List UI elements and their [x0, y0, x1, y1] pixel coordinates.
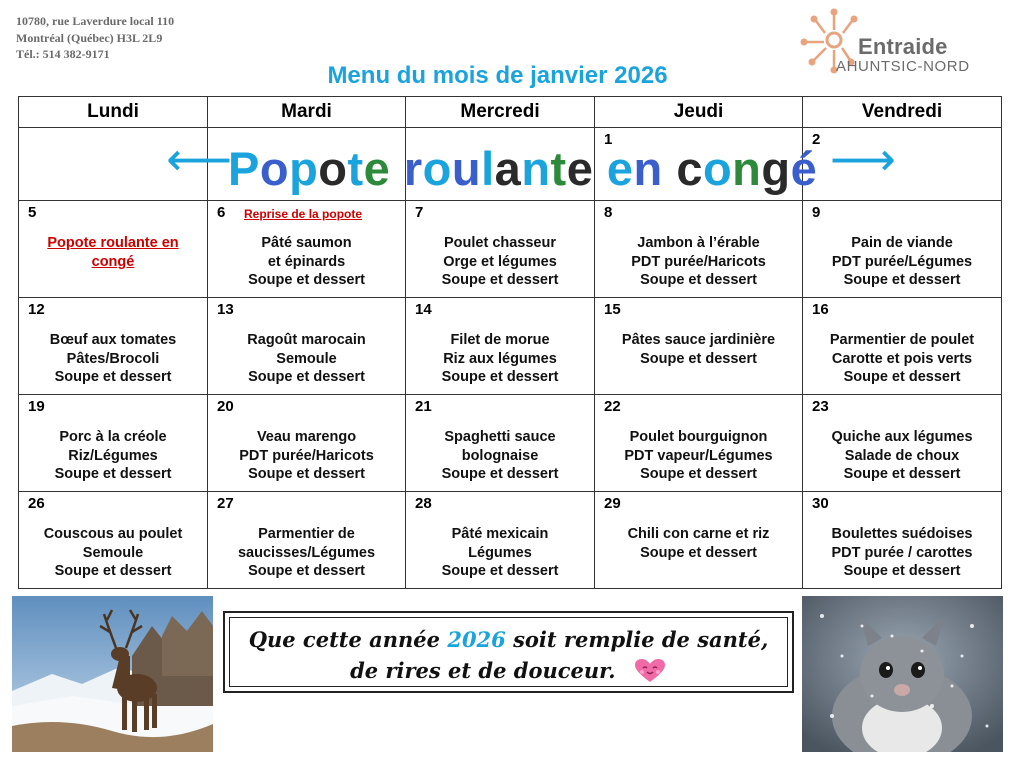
meal-description: [38, 234, 188, 271]
day-number: 1: [604, 131, 613, 148]
weekday-header-row: [19, 97, 1002, 128]
address-line-2: Montréal (Québec) H3L 2L9: [16, 30, 163, 45]
meal-line: PDT purée/Légumes: [831, 253, 973, 270]
organization-address: [16, 13, 174, 63]
meal-line: Quiche aux légumes: [831, 429, 973, 445]
day-cell: [803, 492, 1002, 589]
banner-letter: t: [347, 142, 364, 195]
meal-description: [595, 331, 802, 368]
meal-description: [803, 428, 1001, 484]
meal-line: Pâtes/Brocoli: [66, 350, 160, 367]
meal-line: Soupe et dessert: [441, 563, 559, 579]
day-number: 27: [217, 495, 234, 512]
banner-letter: r: [403, 142, 423, 195]
day-cell: [406, 298, 595, 395]
meal-line: Pâtes sauce jardinière: [621, 332, 776, 348]
service-resume-note: Reprise de la popote: [244, 207, 363, 221]
meal-description: [595, 428, 802, 484]
meal-line: Soupe et dessert: [640, 466, 757, 482]
day-cell: [595, 395, 803, 492]
day-number: 16: [812, 301, 829, 318]
meal-description: [208, 234, 405, 290]
meal-line: Soupe et dessert: [441, 369, 559, 385]
meal-line: Pain de viande: [851, 235, 953, 251]
meal-description: [406, 525, 594, 581]
meal-line: PDT vapeur/Légumes: [624, 447, 773, 464]
meal-description: [19, 331, 207, 387]
meal-description: [208, 428, 405, 484]
day-number: 30: [812, 495, 829, 512]
meal-line: Veau marengo: [256, 429, 357, 445]
day-number: 2: [812, 131, 821, 148]
meal-line: Soupe et dessert: [54, 466, 172, 482]
day-number: 13: [217, 301, 234, 318]
closed-notice: Popote roulante en congé: [47, 235, 179, 270]
banner-letter: p: [289, 142, 319, 195]
day-cell: [406, 395, 595, 492]
meal-line: Soupe et dessert: [248, 272, 365, 288]
banner-letter: [663, 142, 677, 195]
meal-line: Parmentier de poulet: [829, 332, 975, 348]
meal-line: bolognaise: [461, 447, 539, 464]
meal-line: Riz/Légumes: [68, 447, 158, 464]
meal-line: Pâté saumon: [261, 235, 352, 251]
holiday-banner: [166, 132, 896, 196]
logo-subtitle: AHUNTSIC-NORD: [836, 58, 970, 75]
meal-line: Semoule: [276, 350, 337, 367]
banner-letter: u: [451, 142, 482, 195]
day-number: 8: [604, 204, 613, 221]
day-number: 26: [28, 495, 45, 512]
week-row: [19, 395, 1002, 492]
day-number: 7: [415, 204, 424, 221]
meal-line: Orge et légumes: [443, 253, 557, 270]
day-cell: [208, 492, 406, 589]
meal-line: PDT purée/Haricots: [239, 447, 374, 464]
meal-description: [595, 525, 802, 562]
day-number: 29: [604, 495, 621, 512]
meal-description: [406, 331, 594, 387]
banner-letter: g: [761, 142, 791, 195]
wish-part-2: soit remplie de santé,: [505, 627, 769, 652]
day-cell: [595, 298, 803, 395]
banner-letter: [593, 142, 607, 195]
meal-line: Soupe et dessert: [248, 369, 365, 385]
meal-line: Porc à la créole: [59, 429, 167, 445]
heart-face-icon: [633, 658, 667, 684]
day-cell: [19, 201, 208, 298]
banner-letter: n: [732, 142, 762, 195]
day-cell: [595, 201, 803, 298]
banner-letter: e: [363, 142, 391, 195]
weekday-wednesday: Mercredi: [406, 97, 595, 128]
wish-text: [230, 624, 787, 686]
meal-line: Semoule: [82, 544, 144, 561]
day-number: 21: [415, 398, 432, 415]
meal-description: [19, 428, 207, 484]
wish-part-1: Que cette année: [248, 627, 448, 652]
day-number: 6: [217, 204, 226, 221]
meal-line: Poulet bourguignon: [629, 429, 768, 445]
meal-line: et épinards: [267, 253, 346, 270]
day-cell: [19, 298, 208, 395]
banner-letter: n: [521, 142, 551, 195]
meal-line: Soupe et dessert: [843, 369, 961, 385]
meal-description: [803, 525, 1001, 581]
week-row: [19, 492, 1002, 589]
wish-year: 2026: [447, 627, 506, 652]
logo-name: Entraide: [858, 34, 948, 59]
day-cell: [208, 298, 406, 395]
weekday-friday: Vendredi: [803, 97, 1002, 128]
meal-line: Bœuf aux tomates: [49, 332, 177, 348]
page-title: Menu du mois de janvier 2026: [327, 62, 668, 89]
day-number: 12: [28, 301, 45, 318]
banner-letter: c: [676, 142, 703, 195]
banner-text: [228, 141, 817, 196]
meal-description: [595, 234, 802, 290]
day-cell: [208, 395, 406, 492]
meal-line: Légumes: [468, 544, 532, 561]
banner-letter: l: [481, 142, 495, 195]
banner-letter: e: [566, 142, 594, 195]
day-cell: [803, 201, 1002, 298]
meal-description: [803, 331, 1001, 387]
meal-description: [19, 525, 207, 581]
meal-line: Soupe et dessert: [54, 369, 172, 385]
meal-line: Ragoût marocain: [247, 332, 366, 348]
meal-line: Chili con carne et riz: [627, 526, 770, 542]
wish-line-2-text: de rires et de douceur.: [350, 658, 616, 683]
day-cell: [406, 201, 595, 298]
day-number: 19: [28, 398, 45, 415]
meal-line: Jambon à l’érable: [637, 235, 760, 251]
day-number: 9: [812, 204, 821, 221]
squirrel-snow-photo: [802, 596, 1003, 752]
meal-line: Salade de choux: [844, 447, 960, 464]
meal-description: [208, 331, 405, 387]
day-number: 20: [217, 398, 234, 415]
banner-letter: e: [606, 142, 634, 195]
meal-line: Soupe et dessert: [843, 466, 961, 482]
meal-line: Riz aux légumes: [443, 350, 557, 367]
new-year-wish-box: [223, 611, 794, 693]
meal-description: [803, 234, 1001, 290]
arrow-right-icon: ⟶: [830, 132, 896, 186]
meal-line: Soupe et dessert: [843, 563, 961, 579]
banner-letter: P: [228, 142, 260, 195]
meal-line: Couscous au poulet: [43, 526, 183, 542]
banner-letter: n: [633, 142, 663, 195]
meal-line: Parmentier de: [258, 526, 355, 542]
banner-letter: o: [702, 142, 733, 195]
banner-letter: é: [790, 142, 818, 195]
meal-line: Soupe et dessert: [441, 466, 559, 482]
meal-description: [406, 428, 594, 484]
day-cell: [595, 492, 803, 589]
day-number: 5: [28, 204, 37, 221]
meal-line: Soupe et dessert: [248, 563, 365, 579]
meal-description: [406, 234, 594, 290]
banner-letter: t: [550, 142, 567, 195]
meal-line: Pâté mexicain: [451, 526, 549, 542]
meal-line: Soupe et dessert: [640, 350, 757, 367]
day-cell: [803, 298, 1002, 395]
meal-line: Soupe et dessert: [54, 563, 172, 579]
week-row: [19, 201, 1002, 298]
address-line-1: 10780, rue Laverdure local 110: [16, 14, 175, 28]
meal-line: Boulettes suédoises: [831, 526, 973, 542]
wish-inner-frame: [229, 617, 788, 687]
meal-line: PDT purée / carottes: [831, 544, 973, 561]
meal-line: saucisses/Légumes: [237, 544, 376, 561]
meal-description: [208, 525, 405, 581]
meal-line: PDT purée/Haricots: [631, 253, 766, 270]
weekday-tuesday: Mardi: [208, 97, 406, 128]
day-number: 14: [415, 301, 432, 318]
banner-letter: [390, 142, 404, 195]
day-number: 15: [604, 301, 621, 318]
meal-line: Filet de morue: [450, 332, 550, 348]
weekday-thursday: Jeudi: [595, 97, 803, 128]
week-row: [19, 298, 1002, 395]
day-cell: [208, 201, 406, 298]
day-cell: [19, 395, 208, 492]
deer-winter-photo: [12, 596, 213, 752]
banner-letter: o: [259, 142, 290, 195]
meal-line: Carotte et pois verts: [831, 350, 973, 367]
day-number: 23: [812, 398, 829, 415]
day-cell: [19, 492, 208, 589]
banner-letter: a: [494, 142, 522, 195]
day-cell: [803, 395, 1002, 492]
address-line-3: Tél.: 514 382-9171: [16, 47, 110, 61]
meal-line: Soupe et dessert: [640, 272, 757, 288]
day-cell: [406, 492, 595, 589]
day-number: 28: [415, 495, 432, 512]
meal-line: Soupe et dessert: [640, 544, 757, 561]
banner-letter: o: [422, 142, 452, 195]
meal-line: Soupe et dessert: [248, 466, 365, 482]
meal-line: Soupe et dessert: [441, 272, 559, 288]
meal-line: Soupe et dessert: [843, 272, 961, 288]
wish-line-1: [230, 624, 787, 655]
day-number: 22: [604, 398, 621, 415]
meal-line: Poulet chasseur: [443, 235, 556, 251]
meal-line: Spaghetti sauce: [444, 429, 556, 445]
arrow-left-icon: ⟵: [166, 132, 232, 186]
weekday-monday: Lundi: [19, 97, 208, 128]
banner-letter: o: [318, 142, 348, 195]
wish-line-2: [230, 655, 787, 686]
